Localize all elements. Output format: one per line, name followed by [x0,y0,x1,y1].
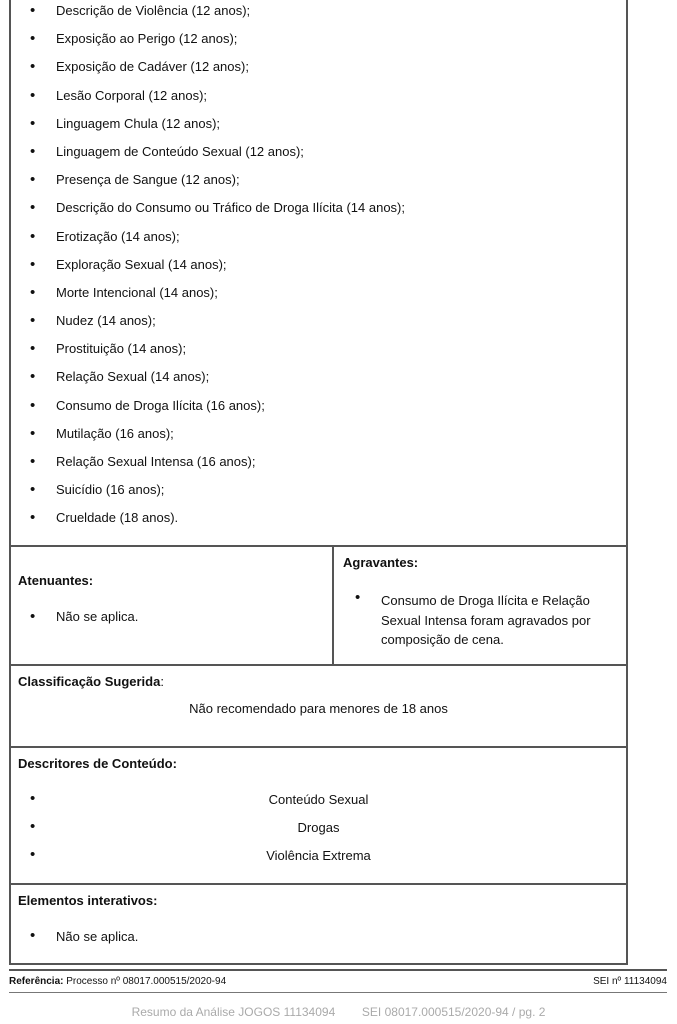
descritor-item: Violência Extrema [266,848,371,863]
footer-rule [9,969,667,971]
classificacao-value: Não recomendado para menores de 18 anos [189,701,448,716]
column-divider [332,545,334,665]
list-item: • Linguagem de Conteúdo Sexual (12 anos); [9,138,628,166]
row-divider [9,545,628,547]
list-item: • Lesão Corporal (12 anos); [9,82,628,110]
atenuantes-label: Atenuantes: [18,573,94,588]
list-item: • Erotização (14 anos); [9,223,628,251]
list-item: • Exploração Sexual (14 anos); [9,251,628,279]
elementos-bullet: • [30,927,36,944]
list-item: • Exposição ao Perigo (12 anos); [9,25,628,53]
list-item: • Linguagem Chula (12 anos); [9,110,628,138]
list-item: • Descrição do Consumo ou Tráfico de Droga Ilícita (14 anos); [9,194,628,222]
agravantes-bullet: • [355,589,361,606]
atenuantes-item: Não se aplica. [56,609,139,624]
agravantes-item: Consumo de Droga Ilícita e Relação Sexual Intensa foram agravados por composição de cena. [381,593,591,647]
classificacao-label: Classificação Sugerida [18,674,161,689]
list-item: • Relação Sexual Intensa (16 anos); [9,448,628,476]
agravantes-label: Agravantes: [343,555,419,570]
reference-value: Processo nº 08017.000515/2020-94 [63,976,227,987]
classificacao-heading [18,674,164,689]
restricted-content-list [9,0,628,533]
reference-label: Referência: [9,976,64,987]
descritor-bullet: • [30,846,36,863]
row-divider [9,963,628,965]
descritor-bullet: • [30,818,36,835]
page-watermark: Resumo da Análise JOGOS 11134094 SEI 08017.000515/2020-94 / pg. 2 [131,1005,546,1019]
list-item: • Presença de Sangue (12 anos); [9,166,628,194]
list-item: • Prostituição (14 anos); [9,335,628,363]
row-divider [9,746,628,748]
list-item: • Relação Sexual (14 anos); [9,363,628,391]
list-item: • Suicídio (16 anos); [9,476,628,504]
list-item: • Nudez (14 anos); [9,307,628,335]
elementos-item: Não se aplica. [56,929,139,944]
footer-rule-thin [9,992,667,993]
row-divider [9,883,628,885]
descritor-item: Drogas [297,820,340,835]
list-item: • Consumo de Droga Ilícita (16 anos); [9,392,628,420]
atenuantes-bullet: • [30,608,36,625]
elementos-label: Elementos interativos: [18,893,158,908]
list-item: • Exposição de Cadáver (12 anos); [9,53,628,81]
row-divider [9,664,628,666]
footer-sei-number: SEI nº 11134094 [593,976,667,987]
list-item: • Descrição de Violência (12 anos); [9,0,628,25]
descritor-item: Conteúdo Sexual [268,792,369,807]
footer-reference [9,976,226,987]
list-item: • Mutilação (16 anos); [9,420,628,448]
descritor-bullet: • [30,790,36,807]
classificacao-colon: : [160,674,164,689]
list-item: • Morte Intencional (14 anos); [9,279,628,307]
list-item: • Crueldade (18 anos). [9,504,628,532]
descritores-label: Descritores de Conteúdo: [18,756,177,771]
